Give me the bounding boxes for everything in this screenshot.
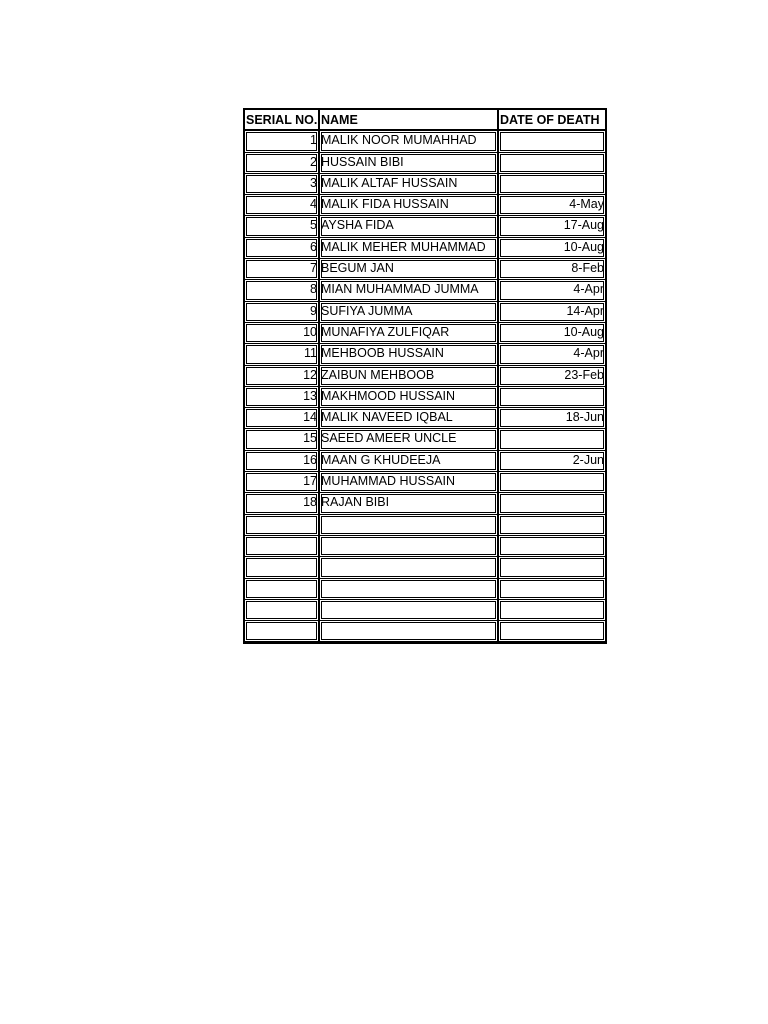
date-cell: 4-Apr (499, 344, 605, 365)
date-of-death-table (243, 108, 607, 644)
date-cell: 4-May (499, 195, 605, 216)
serial-cell: 15 (245, 429, 320, 450)
serial-cell: 8 (245, 280, 320, 301)
name-cell: MAKHMOOD HUSSAIN (320, 387, 499, 408)
name-cell: MALIK MEHER MUHAMMAD (320, 238, 499, 259)
name-cell: MALIK NOOR MUMAHHAD (320, 131, 499, 152)
serial-cell: 4 (245, 195, 320, 216)
date-cell: 8-Feb (499, 259, 605, 280)
date-cell: 18-Jun (499, 408, 605, 429)
date-cell (499, 387, 605, 408)
serial-cell: 2 (245, 153, 320, 174)
date-cell: 2-Jun (499, 451, 605, 472)
date-cell: 10-Aug (499, 323, 605, 344)
serial-cell (245, 600, 320, 621)
name-cell: ZAIBUN MEHBOOB (320, 366, 499, 387)
name-cell: MUHAMMAD HUSSAIN (320, 472, 499, 493)
serial-cell: 10 (245, 323, 320, 344)
name-cell (320, 621, 499, 642)
name-cell: RAJAN BIBI (320, 493, 499, 514)
date-cell (499, 536, 605, 557)
serial-cell: 12 (245, 366, 320, 387)
name-cell: MIAN MUHAMMAD JUMMA (320, 280, 499, 301)
name-cell: BEGUM JAN (320, 259, 499, 280)
name-cell (320, 600, 499, 621)
date-cell (499, 131, 605, 152)
name-cell: AYSHA FIDA (320, 216, 499, 237)
serial-cell (245, 621, 320, 642)
name-cell: HUSSAIN BIBI (320, 153, 499, 174)
date-cell (499, 515, 605, 536)
name-cell: MAAN G KHUDEEJA (320, 451, 499, 472)
name-cell (320, 579, 499, 600)
serial-cell: 7 (245, 259, 320, 280)
name-cell (320, 536, 499, 557)
date-cell (499, 153, 605, 174)
serial-cell (245, 515, 320, 536)
date-cell (499, 600, 605, 621)
header-name: NAME (320, 110, 499, 131)
serial-cell (245, 579, 320, 600)
serial-cell: 17 (245, 472, 320, 493)
name-cell: MUNAFIYA ZULFIQAR (320, 323, 499, 344)
serial-cell: 6 (245, 238, 320, 259)
name-cell: MALIK ALTAF HUSSAIN (320, 174, 499, 195)
name-cell: SUFIYA JUMMA (320, 302, 499, 323)
name-cell: MALIK NAVEED IQBAL (320, 408, 499, 429)
date-cell (499, 472, 605, 493)
serial-cell (245, 557, 320, 578)
serial-cell: 1 (245, 131, 320, 152)
serial-cell: 11 (245, 344, 320, 365)
table-grid (245, 110, 605, 642)
date-cell: 4-Apr (499, 280, 605, 301)
date-cell (499, 557, 605, 578)
serial-cell (245, 536, 320, 557)
date-cell: 23-Feb (499, 366, 605, 387)
date-cell: 10-Aug (499, 238, 605, 259)
date-cell (499, 579, 605, 600)
name-cell: MALIK FIDA HUSSAIN (320, 195, 499, 216)
serial-cell: 18 (245, 493, 320, 514)
name-cell: SAEED AMEER UNCLE (320, 429, 499, 450)
date-cell: 17-Aug (499, 216, 605, 237)
serial-cell: 3 (245, 174, 320, 195)
serial-cell: 14 (245, 408, 320, 429)
header-serial-no: SERIAL NO. (245, 110, 320, 131)
serial-cell: 13 (245, 387, 320, 408)
name-cell (320, 515, 499, 536)
header-date-of-death: DATE OF DEATH (499, 110, 605, 131)
date-cell (499, 429, 605, 450)
serial-cell: 5 (245, 216, 320, 237)
name-cell: MEHBOOB HUSSAIN (320, 344, 499, 365)
date-cell (499, 493, 605, 514)
date-cell: 14-Apr (499, 302, 605, 323)
serial-cell: 9 (245, 302, 320, 323)
serial-cell: 16 (245, 451, 320, 472)
name-cell (320, 557, 499, 578)
date-cell (499, 621, 605, 642)
date-cell (499, 174, 605, 195)
